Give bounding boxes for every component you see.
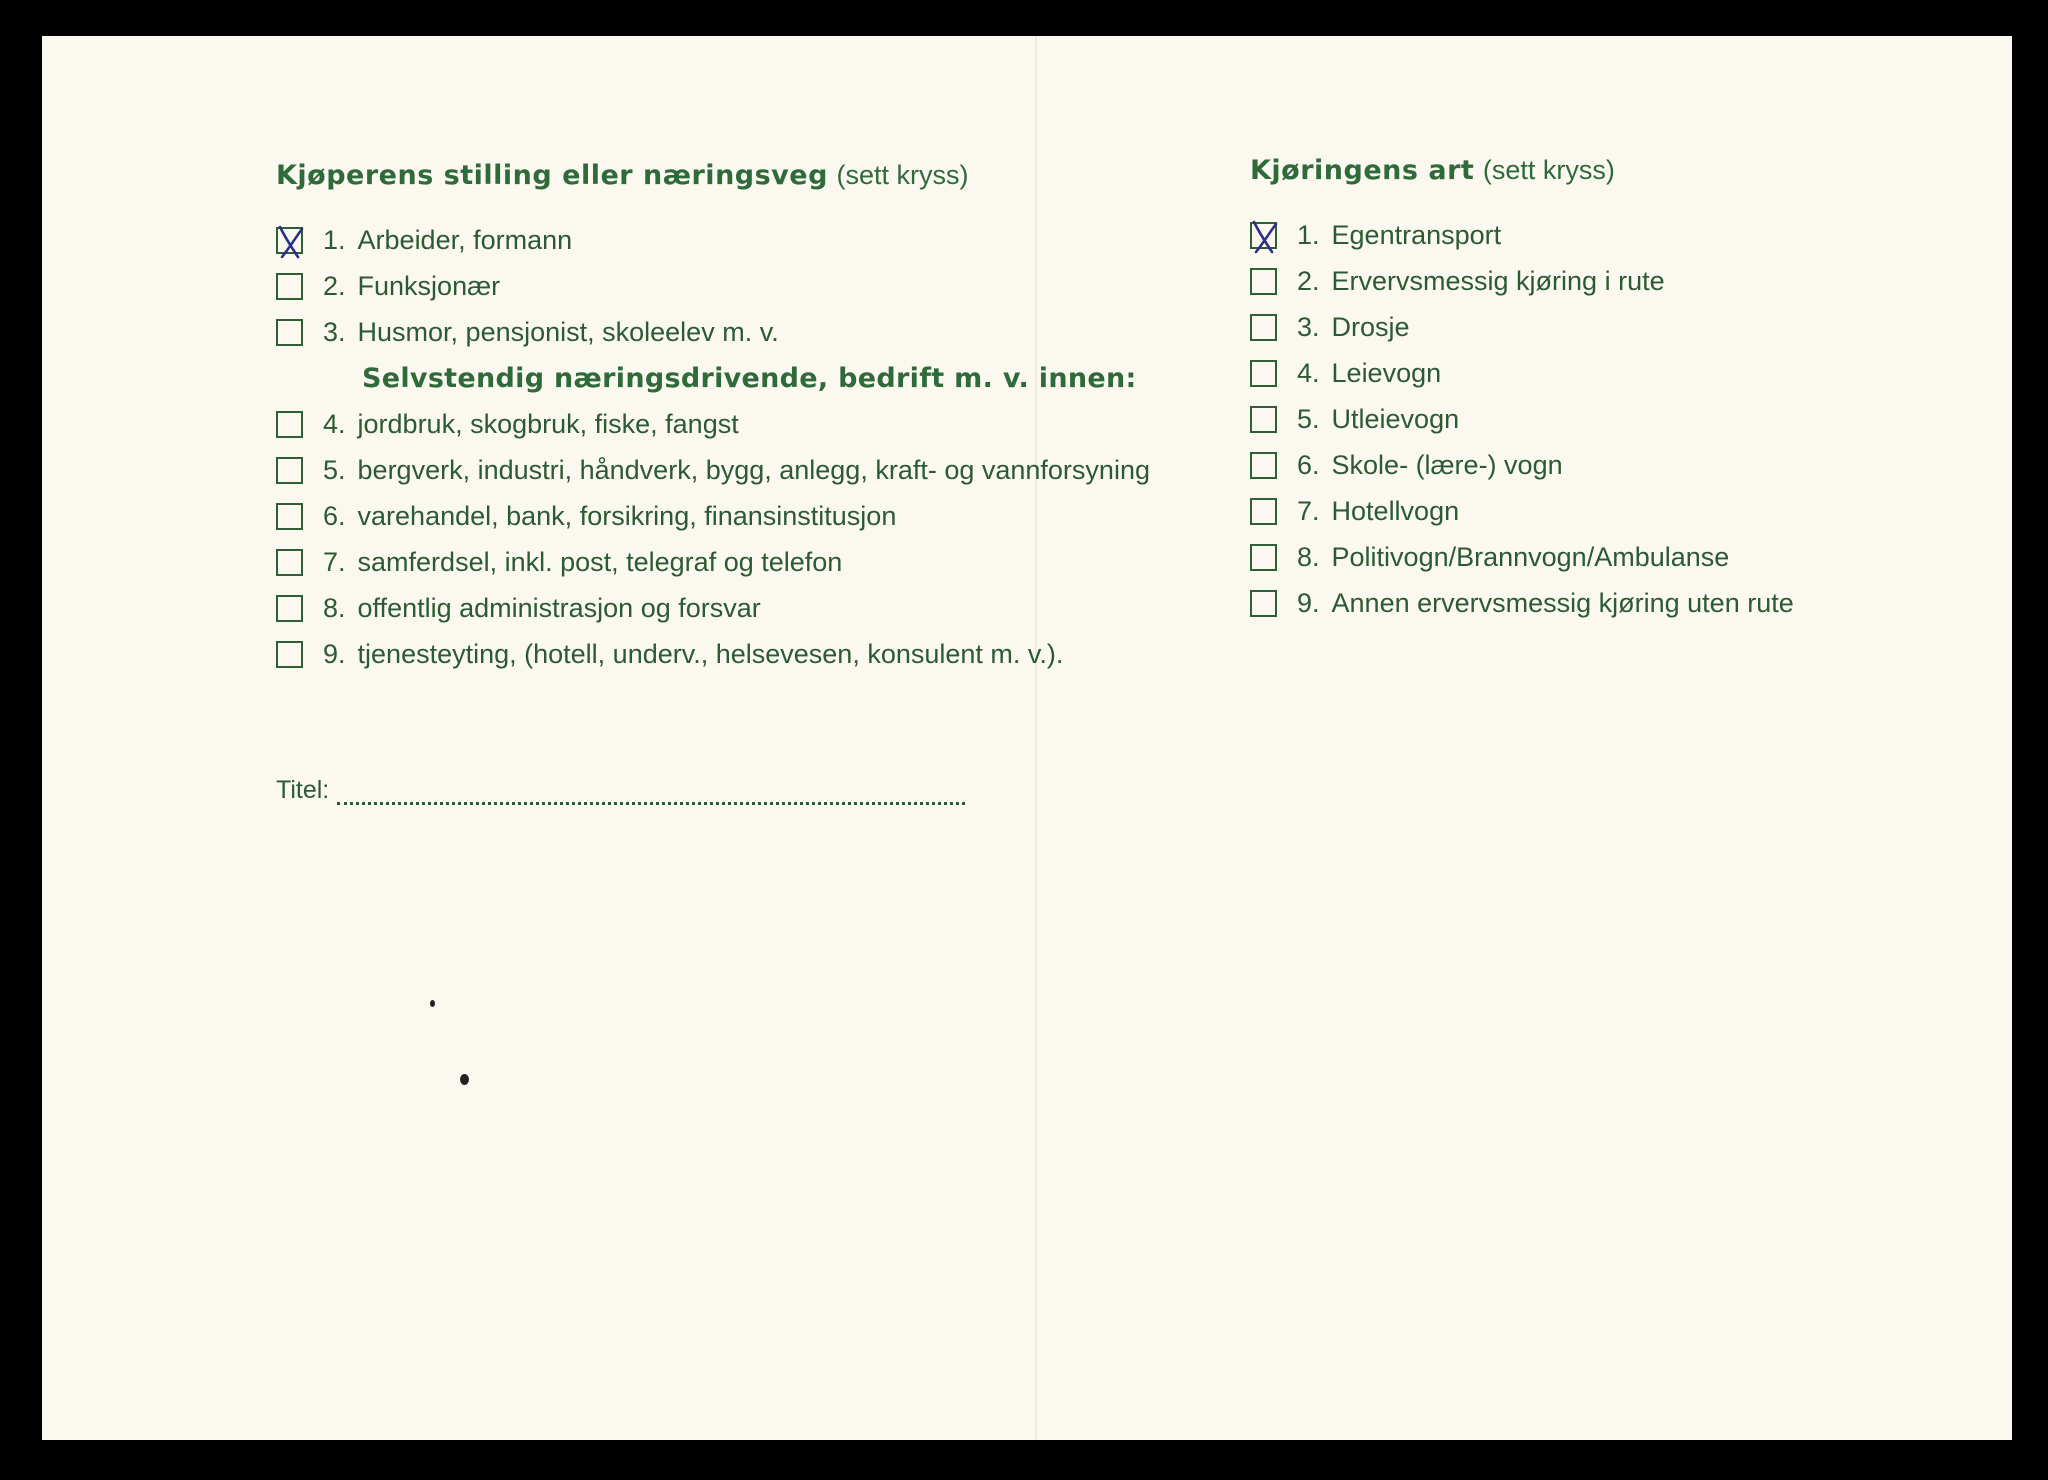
checkbox-item [1250, 534, 2010, 580]
item-number: 3. [323, 316, 346, 347]
checkbox[interactable] [276, 595, 303, 622]
checkbox-item [1250, 488, 2010, 534]
checkbox-item [276, 631, 1256, 677]
item-label: jordbruk, skogbruk, fiske, fangst [357, 408, 739, 439]
checkbox-item [276, 585, 1256, 631]
item-number: 6. [323, 500, 346, 531]
title-dotted-line[interactable] [337, 784, 965, 805]
checkbox-item [276, 263, 1256, 309]
item-label: Leievogn [1331, 357, 1442, 388]
checkbox-item [1250, 258, 2010, 304]
checkbox-item [1250, 442, 2010, 488]
occupation-list-bottom [276, 401, 1256, 677]
item-label: samferdsel, inkl. post, telegraf og telefon [357, 546, 843, 577]
heading-title: Kjøringens art [1250, 155, 1475, 186]
item-number: 1. [323, 224, 346, 255]
checkbox-item [276, 401, 1256, 447]
occupation-list-top [276, 217, 1256, 355]
item-number: 7. [1297, 495, 1320, 526]
item-label: Skole- (lære-) vogn [1331, 449, 1563, 480]
checkbox-item [1250, 304, 2010, 350]
check-mark-icon [274, 223, 308, 261]
ink-speck [430, 1000, 435, 1007]
item-number: 2. [323, 270, 346, 301]
item-number: 7. [323, 546, 346, 577]
checkbox[interactable] [1250, 314, 1277, 341]
checkbox[interactable] [276, 641, 303, 668]
item-label: Drosje [1331, 311, 1410, 342]
checkbox-item [1250, 580, 2010, 626]
checkbox-item [1250, 212, 2010, 258]
item-label: bergverk, industri, håndverk, bygg, anlegg, kraft- og vannforsyning [357, 454, 1150, 485]
checkbox[interactable] [276, 411, 303, 438]
buyer-occupation-heading [276, 160, 1256, 191]
self-employed-subheading: Selvstendig næringsdrivende, bedrift m. v. innen: [362, 362, 1137, 394]
driving-type-heading [1250, 155, 2010, 186]
item-number: 2. [1297, 265, 1320, 296]
checkbox[interactable] [1250, 406, 1277, 433]
item-number: 1. [1297, 219, 1320, 250]
title-field[interactable] [276, 776, 965, 805]
checkbox-item [276, 309, 1256, 355]
checkbox-item [276, 217, 1256, 263]
checkbox[interactable] [1250, 360, 1277, 387]
checkbox[interactable] [1250, 590, 1277, 617]
item-number: 9. [1297, 587, 1320, 618]
item-label: Politivogn/Brannvogn/Ambulanse [1331, 541, 1730, 572]
checkbox[interactable] [276, 503, 303, 530]
item-label: Utleievogn [1331, 403, 1460, 434]
item-label: offentlig administrasjon og forsvar [357, 592, 761, 623]
item-number: 5. [1297, 403, 1320, 434]
item-label: Egentransport [1331, 219, 1502, 250]
checkbox-item [276, 493, 1256, 539]
checkbox-item [276, 447, 1256, 493]
checkbox[interactable] [1250, 222, 1277, 249]
checkbox-item [1250, 396, 2010, 442]
checkbox[interactable] [1250, 544, 1277, 571]
driving-type-list [1250, 212, 2010, 626]
ink-speck [460, 1074, 469, 1085]
item-number: 8. [323, 592, 346, 623]
buyer-occupation-section [276, 160, 1256, 677]
item-number: 9. [323, 638, 346, 669]
checkbox-item [1250, 350, 2010, 396]
item-number: 8. [1297, 541, 1320, 572]
checkbox[interactable] [276, 227, 303, 254]
checkbox[interactable] [276, 549, 303, 576]
item-label: Funksjonær [357, 270, 501, 301]
driving-type-section [1250, 155, 2010, 626]
heading-hint: (sett kryss) [1482, 155, 1615, 185]
check-mark-icon [1248, 218, 1282, 256]
checkbox-item [276, 539, 1256, 585]
checkbox[interactable] [1250, 268, 1277, 295]
item-label: Ervervsmessig kjøring i rute [1331, 265, 1665, 296]
checkbox[interactable] [1250, 498, 1277, 525]
item-number: 4. [1297, 357, 1320, 388]
item-number: 6. [1297, 449, 1320, 480]
heading-title: Kjøperens stilling eller næringsveg [276, 160, 828, 191]
item-number: 5. [323, 454, 346, 485]
item-label: Hotellvogn [1331, 495, 1460, 526]
item-number: 4. [323, 408, 346, 439]
item-label: varehandel, bank, forsikring, finansinstitusjon [357, 500, 897, 531]
item-label: Arbeider, formann [357, 224, 573, 255]
heading-hint: (sett kryss) [836, 160, 969, 190]
title-label: Titel: [276, 776, 330, 804]
checkbox[interactable] [276, 457, 303, 484]
item-label: Husmor, pensjonist, skoleelev m. v. [357, 316, 779, 347]
checkbox[interactable] [276, 273, 303, 300]
item-label: Annen ervervsmessig kjøring uten rute [1331, 587, 1794, 618]
item-label: tjenesteyting, (hotell, underv., helsevesen, konsulent m. v.). [357, 638, 1064, 669]
checkbox[interactable] [276, 319, 303, 346]
item-number: 3. [1297, 311, 1320, 342]
checkbox[interactable] [1250, 452, 1277, 479]
